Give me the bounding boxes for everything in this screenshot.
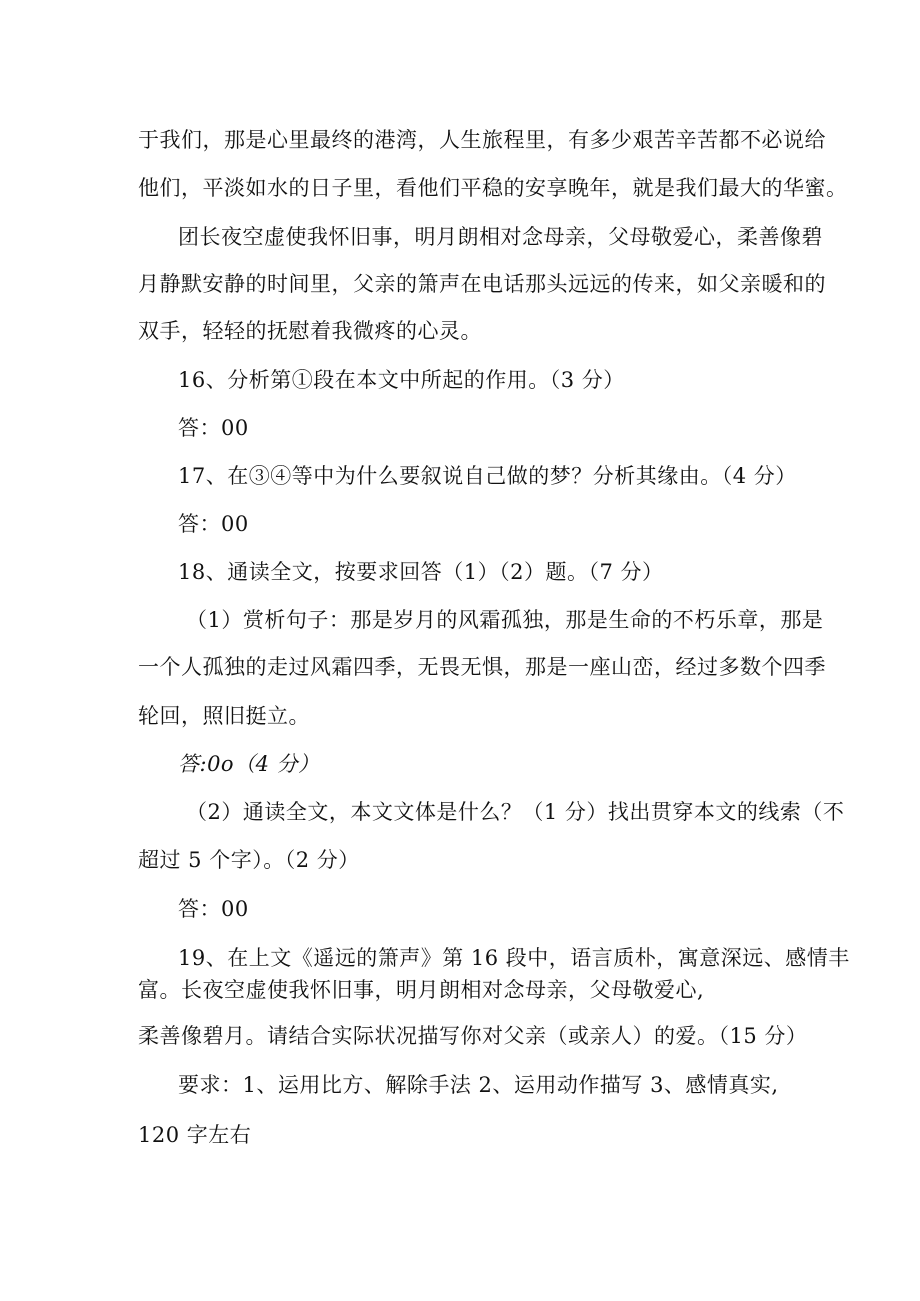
question-19-line-2: 富。长夜空虚使我怀旧事，明月朗相对念母亲，父母敬爱心, xyxy=(138,978,705,1002)
question-18-part-1-line-3: 轮回，照旧挺立。 xyxy=(138,704,310,728)
text-line-2: 他们，平淡如水的日子里，看他们平稳的安享晚年，就是我们最大的华蜜。 xyxy=(138,176,848,200)
answer-16: 答：00 xyxy=(178,416,249,440)
requirements-line-1: 要求：1、运用比方、解除手法 2、运用动作描写 3、感情真实, xyxy=(178,1073,779,1097)
question-18-part-2-line-1: （2）通读全文，本文文体是什么？（1 分）找出贯穿本文的线索（不 xyxy=(186,800,845,824)
text-line-4: 月静默安静的时间里，父亲的箫声在电话那头远远的传来，如父亲暖和的 xyxy=(138,272,826,296)
question-16: 16、分析第①段在本文中所起的作用。（3 分） xyxy=(178,368,625,392)
question-18: 18、通读全文，按要求回答（1）（2）题。（7 分） xyxy=(178,560,664,584)
question-19-line-1: 19、在上文《遥远的箫声》第 16 段中，语言质朴，寓意深远、感情丰 xyxy=(178,946,850,970)
paragraph-start-line: 团长夜空虚使我怀旧事，明月朗相对念母亲，父母敬爱心，柔善像碧 xyxy=(178,225,823,249)
answer-18-part-1: 答:0o（4 分） xyxy=(178,752,320,776)
answer-18-part-2: 答：00 xyxy=(178,897,249,921)
answer-17: 答：00 xyxy=(178,512,249,536)
question-18-part-2-line-2: 超过 5 个字）。（2 分） xyxy=(138,848,360,872)
question-19-line-3: 柔善像碧月。请结合实际状况描写你对父亲（或亲人）的爱。（15 分） xyxy=(138,1024,808,1048)
text-line-1: 于我们，那是心里最终的港湾，人生旅程里，有多少艰苦辛苦都不必说给 xyxy=(138,128,826,152)
question-18-part-1-line-2: 一个人孤独的走过风霜四季，无畏无惧，那是一座山峦，经过多数个四季 xyxy=(138,655,826,679)
question-18-part-1-line-1: （1）赏析句子：那是岁月的风霜孤独，那是生命的不朽乐章，那是 xyxy=(186,608,824,632)
requirements-line-2: 120 字左右 xyxy=(138,1123,252,1147)
question-17: 17、在③④等中为什么要叙说自己做的梦？分析其缘由。（4 分） xyxy=(178,464,797,488)
text-line-5: 双手，轻轻的抚慰着我微疼的心灵。 xyxy=(138,319,482,343)
